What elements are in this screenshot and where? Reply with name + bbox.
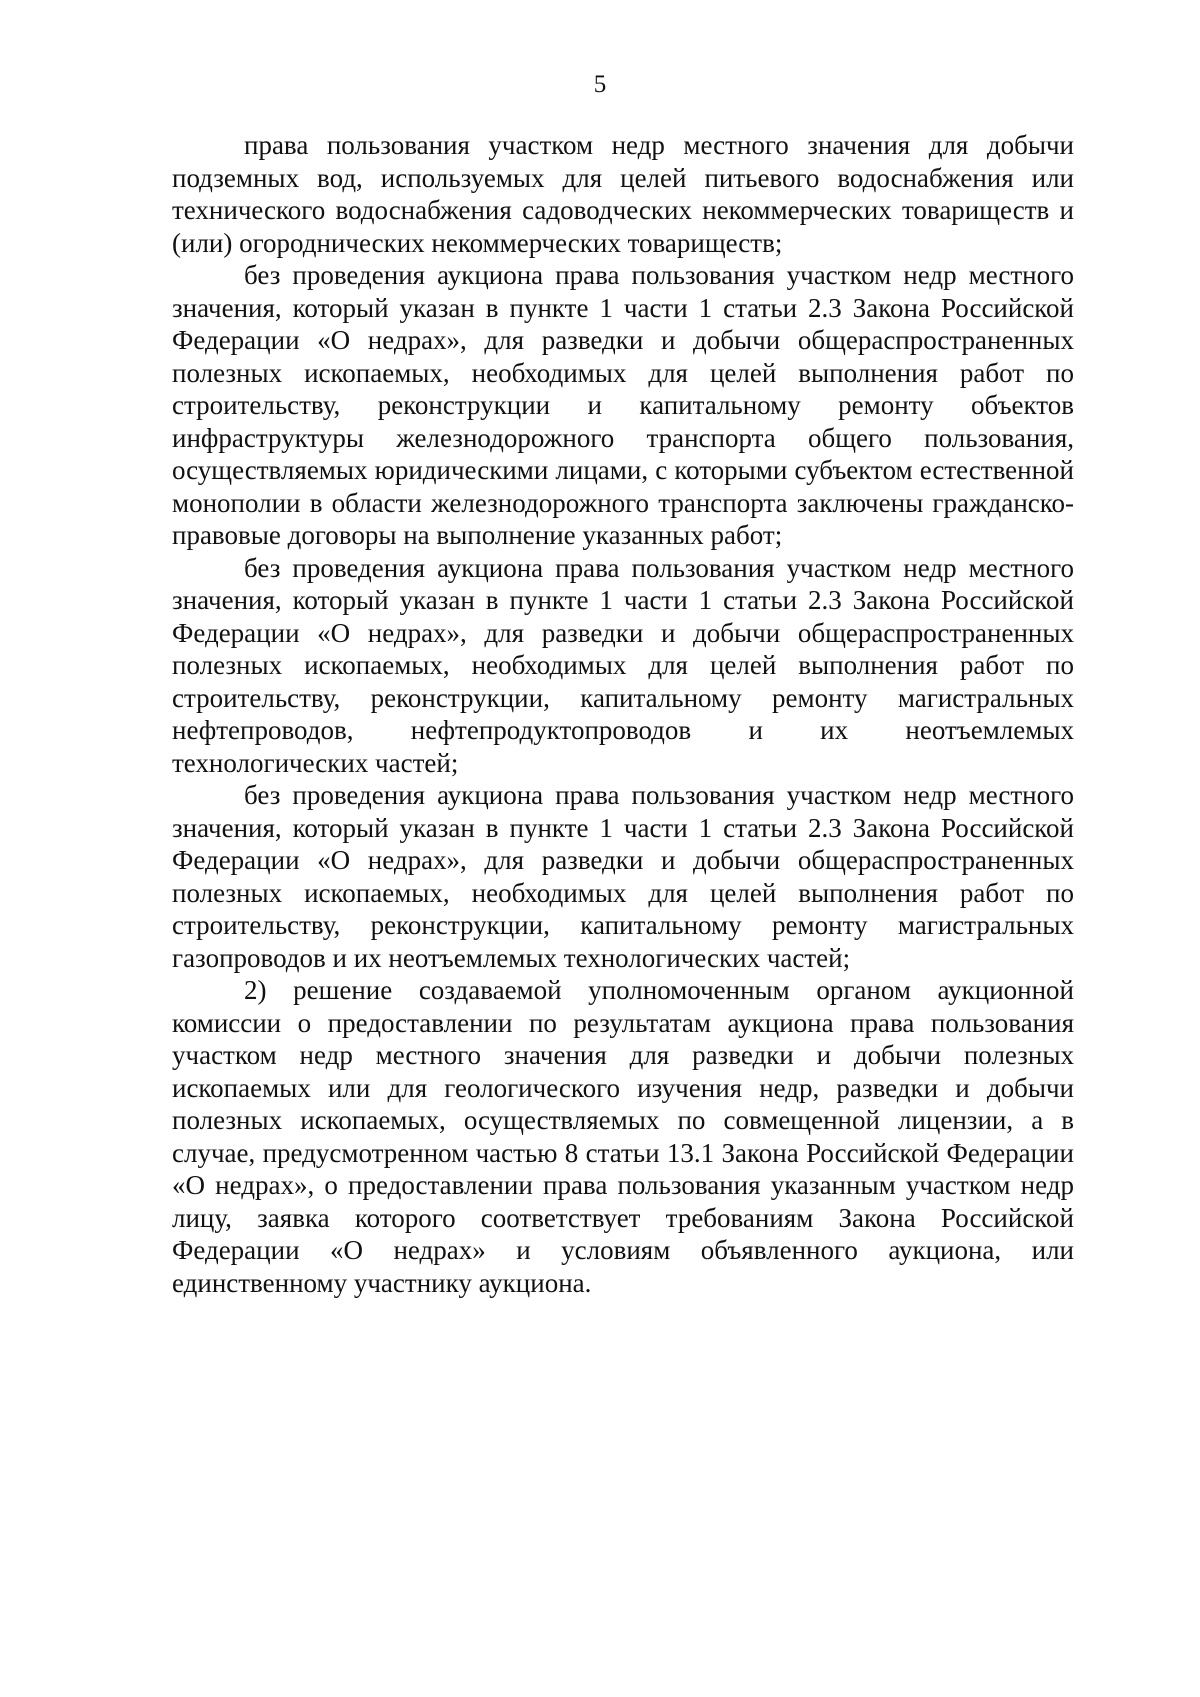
document-body [172,129,1074,1299]
paragraph-5: 2) решение создаваемой уполномоченным органом аукционной комиссии о предоставлении по результатам аукциона права пользования участком недр местного значения для разведки и добычи полезных ископаемых или для геологического изучения недр, разведки и добычи полезных ископаемых, осуществляемых по совмещенной лицензии, а в случае, предусмотренном частью 8 статьи 13.1 Закона Российской Федерации «О недрах», о предоставлении права пользования указанным участком недр лицу, заявка которого соответствует требованиям Закона Российской Федерации «О недрах» и условиям объявленного аукциона, или единственному участнику аукциона. [172,975,1074,1298]
paragraph-4: без проведения аукциона права пользования участком недр местного значения, который указан в пункте 1 части 1 статьи 2.3 Закона Российской Федерации «О недрах», для разведки и добычи общераспространенных полезных ископаемых, необходимых для целей выполнения работ по строительству, реконструкции, капитальному ремонту магистральных газопроводов и их неотъемлемых технологических частей; [172,780,1074,973]
page-number: 5 [593,71,607,98]
paragraph-3: без проведения аукциона права пользования участком недр местного значения, который указан в пункте 1 части 1 статьи 2.3 Закона Российской Федерации «О недрах», для разведки и добычи общераспространенных полезных ископаемых, необходимых для целей выполнения работ по строительству, реконструкции, капитальному ремонту магистральных нефтепроводов, нефтепродуктопроводов и их неотъемлемых технологических частей; [172,552,1074,778]
paragraph-2: без проведения аукциона права пользования участком недр местного значения, который указан в пункте 1 части 1 статьи 2.3 Закона Российской Федерации «О недрах», для разведки и добычи общераспространенных полезных ископаемых, необходимых для целей выполнения работ по строительству, реконструкции и капитальному ремонту объектов инфраструктуры железнодорожного транспорта общего пользования, осуществляемых юридическими лицами, с которыми субъектом естественной монополии в области железнодорожного транспорта заключены гражданско-правовые договоры на выполнение указанных работ; [172,260,1074,550]
paragraph-1: права пользования участком недр местного значения для добычи подземных вод, используемых для целей питьевого водоснабжения или технического водоснабжения садоводческих некоммерческих товариществ и (или) огороднических некоммерческих товариществ; [172,130,1074,258]
